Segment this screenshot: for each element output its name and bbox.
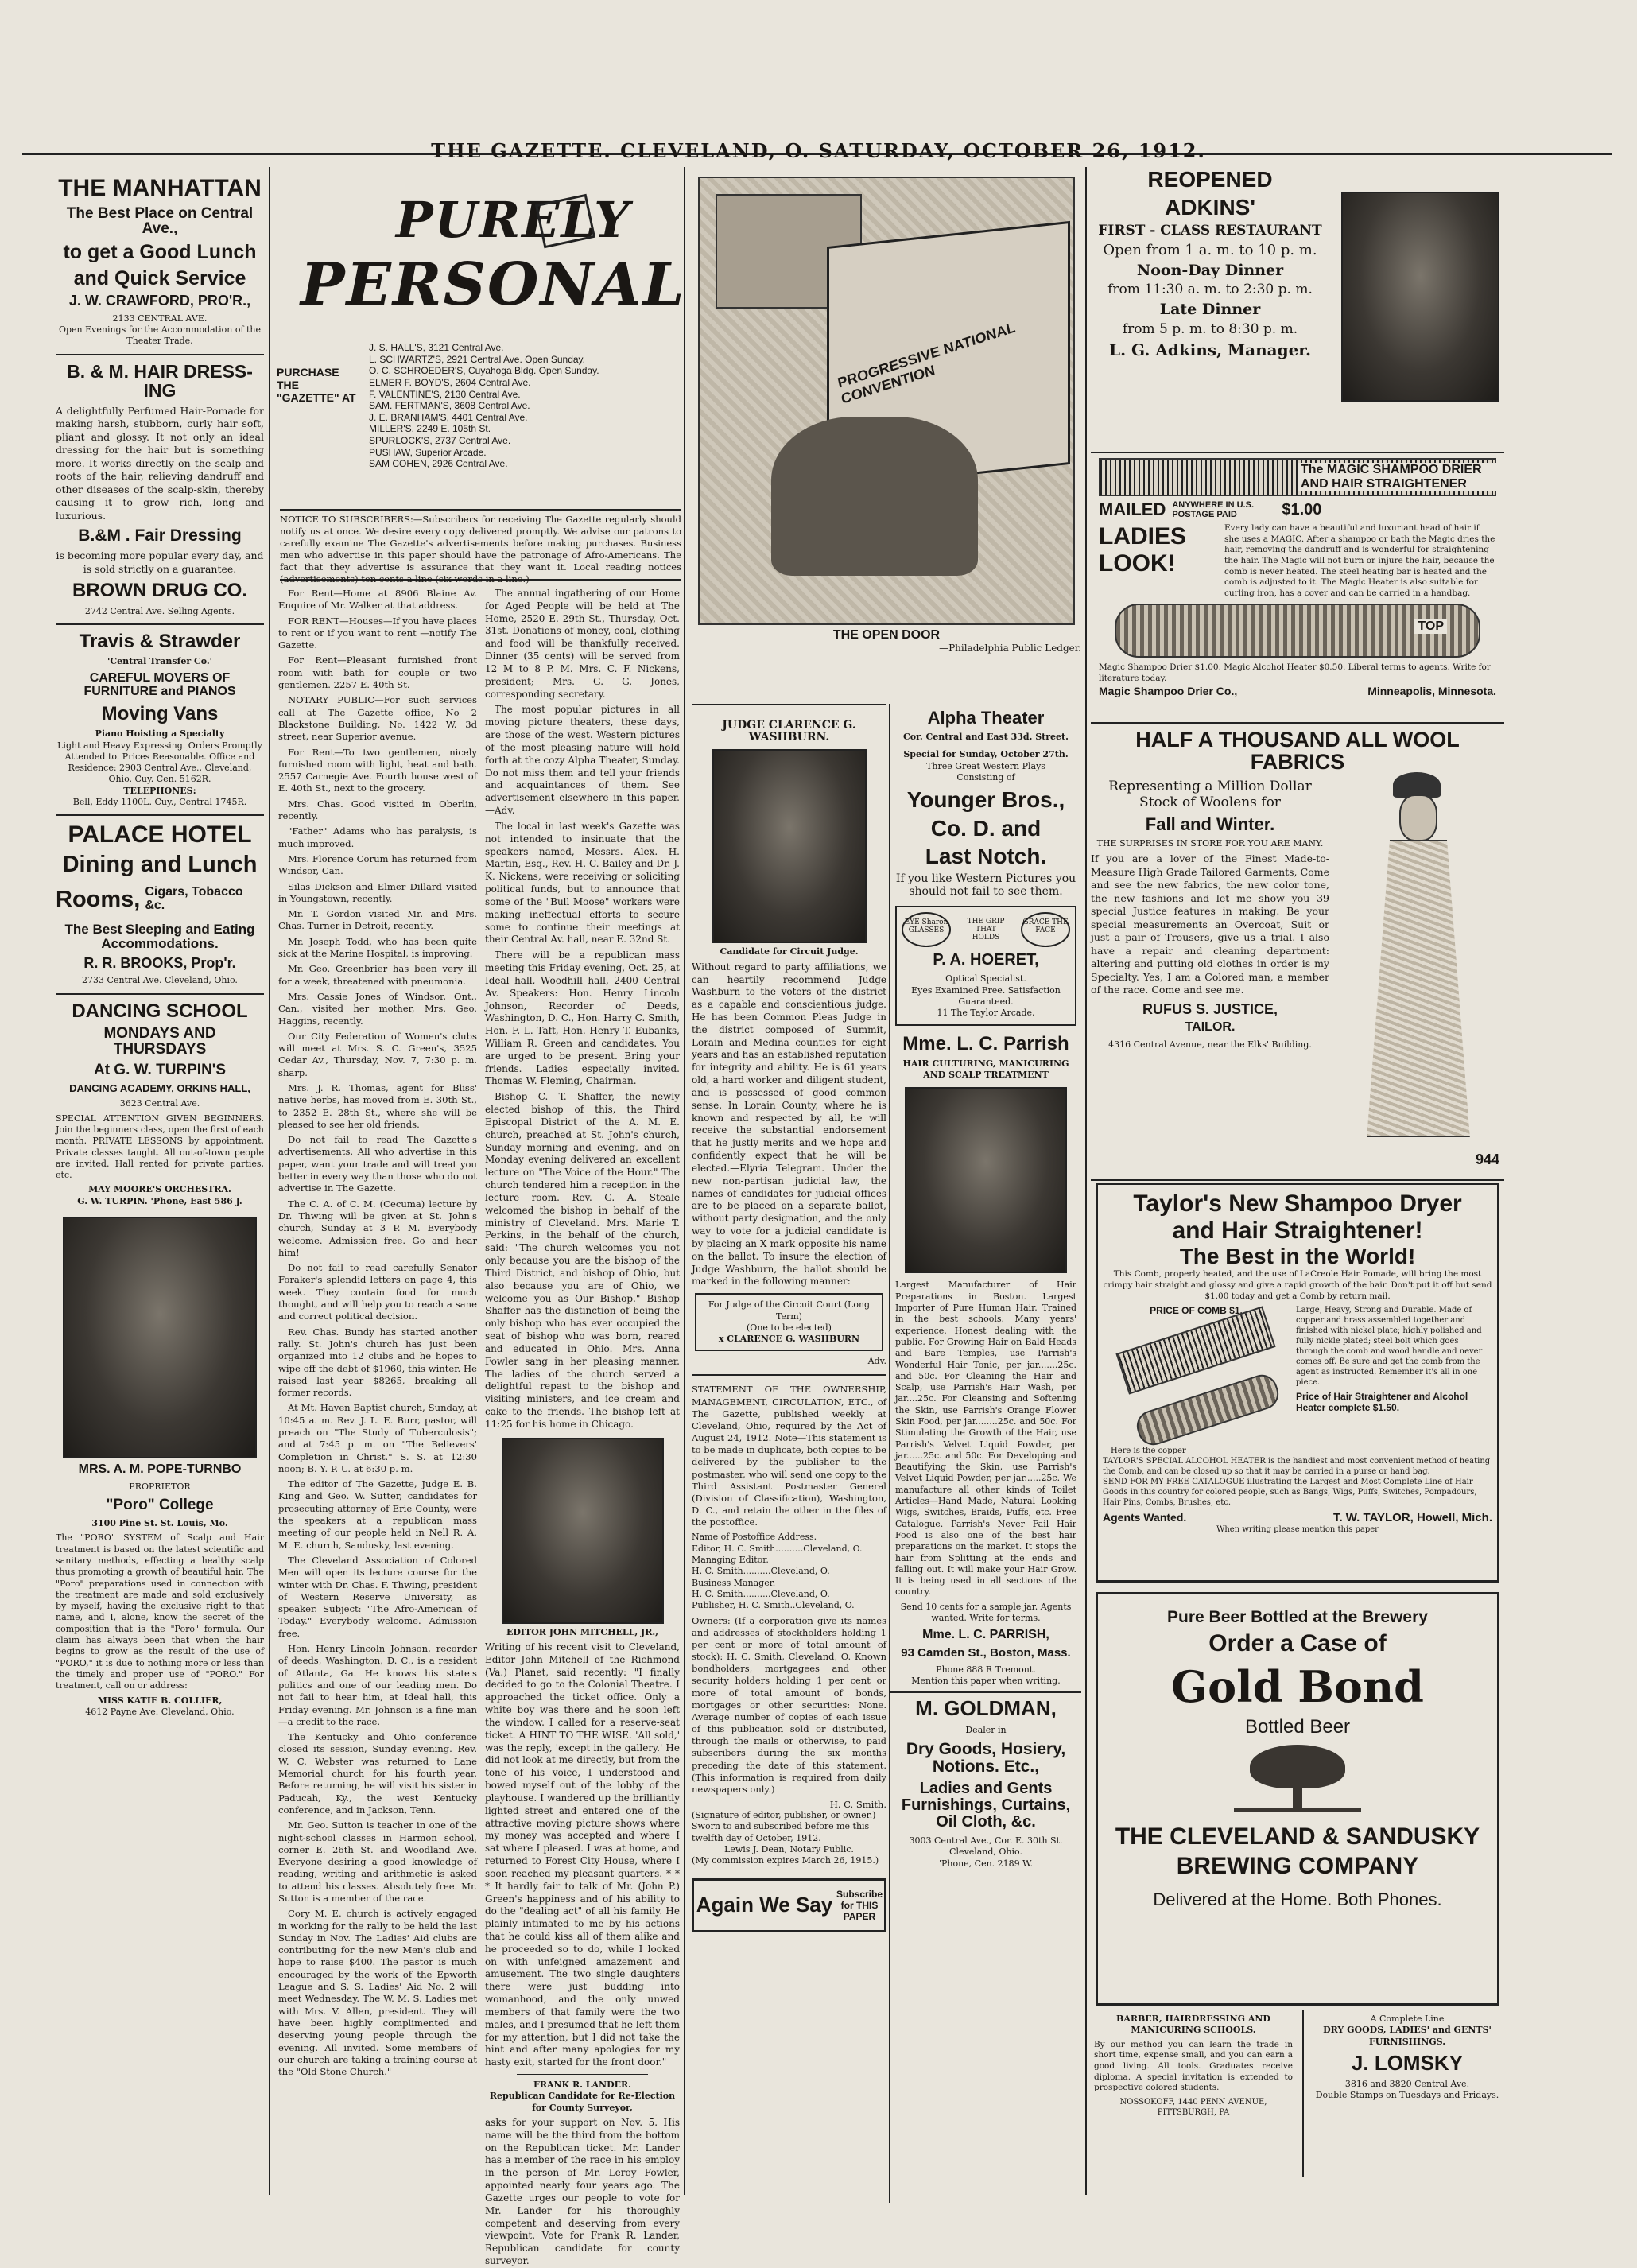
palace-row bbox=[56, 881, 264, 918]
news-item: Rev. Chas. Bundy has started another rally. St. John's church has just been organized into 12 clubs and he hopes to wipe off the debt of $1960, this winter. He raised last year $8265, breaking all former records. bbox=[278, 1326, 477, 1399]
taylor-ad bbox=[1096, 1183, 1499, 1583]
dancing-academy: DANCING ACADEMY, ORKINS HALL, bbox=[69, 1082, 250, 1094]
news-item: NOTARY PUBLIC—For such services call at The Gazette office, No 2 Blackstone Building, No. 1422 W. 3d street, near Superior avenue. bbox=[278, 694, 477, 743]
alpha-play2: Co. D. and bbox=[930, 815, 1042, 841]
news-item: Mrs. Cassie Jones of Windsor, Ont., Can., visited her mother, Mrs. Geo. Haggins, recently. bbox=[278, 990, 477, 1027]
taylor-copper: Here is the copper bbox=[1111, 1447, 1186, 1456]
goldbond-deliv: Delivered at the Home. Both Phones. bbox=[1153, 1889, 1442, 1909]
notice-box bbox=[280, 509, 681, 584]
statement-row: H. C. Smith..........Cleveland, O. bbox=[692, 1566, 830, 1577]
goldman-name: M. GOLDMAN, bbox=[915, 1696, 1057, 1721]
dancing-orch: MAY MOORE'S ORCHESTRA. bbox=[88, 1184, 231, 1195]
banner-logo bbox=[277, 175, 686, 334]
lomsky-line: A Complete Line bbox=[1370, 2014, 1445, 2024]
divider bbox=[56, 993, 264, 995]
hoeret-ad bbox=[895, 906, 1076, 1025]
news-item: Hon. Henry Lincoln Johnson, recorder of deeds, Washington, D. C., is a resident of Atlanta, Ga. He knows his state's politics and one of our leading men. Do not fail to hear him, at Ideal hall, this Friday evening. Mr. Johnson is a fine man—a credit to the race. bbox=[278, 1643, 477, 1727]
lomsky-name: J. LOMSKY bbox=[1351, 2050, 1464, 2075]
magic-drier: Magic Shampoo Drier $1.00. Magic Alcohol Heater $0.50. Liberal terms to agents. Write for literature today. bbox=[1099, 662, 1491, 684]
alpha-play1: Younger Bros., bbox=[906, 787, 1065, 813]
adkins-text bbox=[1091, 168, 1329, 359]
cartoon-banner: PROGRESSIVE NATIONAL CONVENTION bbox=[836, 319, 1017, 407]
magic-co: Magic Shampoo Drier Co., bbox=[1099, 684, 1238, 697]
news-item: For Rent—Pleasant furnished front room with bath for couple or two gentlemen. 2257 E. 40th St. bbox=[278, 654, 477, 691]
taylor-body2: Large, Heavy, Strong and Durable. Made of copper and brass assembled together and finished with nickel plate; highly polished and fully nickle plated; steel bolt which goes through the comb and wood handle and never comes off. Be sure and get the comb from the agent as instructed. Remember it's all in one piece. bbox=[1296, 1306, 1483, 1388]
bm-store: BROWN DRUG CO. bbox=[72, 580, 247, 602]
column-rule bbox=[684, 167, 685, 2195]
hoeret-logo-right: GRACE THE FACE bbox=[1021, 912, 1070, 947]
travis-vans: Moving Vans bbox=[101, 703, 219, 725]
news-item: "Father" Adams who has paralysis, is much improved. bbox=[278, 825, 477, 849]
alpha-three: Three Great Western Plays bbox=[926, 760, 1045, 771]
magic-mailed-row bbox=[1099, 499, 1496, 520]
news-item: The C. A. of C. M. (Cecuma) lecture by Dr. Thwing will be given at St. John's church, Sunday at 3 P. M. Everybody welcome. Admission free. Go and hear him! bbox=[278, 1198, 477, 1258]
statement-sign2: (Signature of editor, publisher, or owner.) bbox=[692, 1810, 876, 1821]
justice-addr: 4316 Central Avenue, near the Elks' Building. bbox=[1108, 1039, 1312, 1051]
goldman-addr: 3003 Central Ave., Cor. E. 30th St. bbox=[909, 1835, 1063, 1847]
title-purely: PURELY bbox=[396, 191, 631, 249]
palace-cigars: Cigars, Tobacco &c. bbox=[145, 885, 243, 913]
dealer-item: SAM. FERTMAN'S, 3608 Central Ave. bbox=[369, 400, 530, 412]
travis-tel: TELEPHONES: bbox=[123, 785, 196, 796]
column-1 bbox=[56, 171, 264, 2203]
dealer-item: SPURLOCK'S, 2737 Central Ave. bbox=[369, 435, 511, 446]
manhattan-prop: J. W. CRAWFORD, PRO'R., bbox=[68, 292, 251, 309]
news-item: The Kentucky and Ohio conference closed its session, Sunday evening. Rev. W. C. Webster was returned to Lane Memorial church for his fourth year. Before returning, he will visit his sister in Paducah, Ky., the west Kentucky conference, and in Jackson, Tenn. bbox=[278, 1731, 477, 1816]
goldman-ad bbox=[890, 1698, 1081, 1870]
divider bbox=[890, 1691, 1081, 1693]
manhattan-line2: and Quick Service bbox=[73, 266, 246, 289]
bm-title: B. & M. HAIR DRESS-ING bbox=[67, 360, 253, 401]
news-item: The Cleveland Association of Colored Men will open its lecture course for the winter with Dr. Chas. F. Thwing, president of Western Reserve University, as speaker. Subject: "The Afro-American of Today." Everybody welcome. Admission free. bbox=[278, 1554, 477, 1639]
divider bbox=[692, 704, 886, 705]
manhattan-note: Open Evenings for the Accommodation of the Theater Trade. bbox=[58, 324, 262, 347]
statement-row: Editor, H. C. Smith..........Cleveland, O. bbox=[692, 1543, 863, 1554]
statement-row: Publisher, H. C. Smith..Cleveland, O. bbox=[692, 1600, 855, 1611]
ballot-line1: For Judge of the Circuit Court (Long Term) bbox=[708, 1299, 871, 1322]
dancing-body: SPECIAL ATTENTION GIVEN BEGINNERS. Join the beginners class, open the first of each month. PRIVATE LESSONS by appointment. Private classes taught. All out-of-town people are invited. Hall rented for private parties, etc. bbox=[56, 1113, 264, 1181]
bm-title2: B.&M . Fair Dressing bbox=[78, 526, 242, 546]
parrish-title: Mme. L. C. Parrish bbox=[902, 1032, 1069, 1054]
cartoon-figures bbox=[771, 417, 978, 576]
column-3a bbox=[692, 704, 886, 2203]
news-item: For Rent—Home at 8906 Blaine Av. Enquire of Mr. Walker at that address. bbox=[278, 588, 477, 612]
dealer-item: ELMER F. BOYD'S, 2604 Central Ave. bbox=[369, 376, 531, 388]
statement-cols: Name of Postoffice Address. bbox=[692, 1532, 817, 1543]
lander-name: FRANK R. LANDER. bbox=[533, 2080, 631, 2091]
title-personal: PERSONAL bbox=[301, 250, 686, 319]
judge-body: Without regard to party affiliations, we can heartily recommend Judge Washburn to the voters of the district as a capable and conscientious judge. He has been Common Pleas Judge in the district composed of Summit, Lorain and Medina counties for eight years and has an established reputation for integrity and ability. He is 61 years old, a hard worker and diligent student, and is possessed of good common sense. In Lorain County, where he is known and respected by all, he will receive the substantial endorsement that he justly merits and we hope and confidently expect that he will be elected.—Elyria Telegram. Under the new non-partisan judicial law, the names of candidates for judicial offices are to be placed on a separate ballot, without party designation, and the only way to vote for a judicial candidate is by placing an X mark opposite his name on the ballot. To insure the election of Judge Washburn, the ballot should be marked in the following manner: bbox=[692, 961, 886, 1287]
alpha-note: If you like Western Pictures you should not fail to see them. bbox=[895, 872, 1076, 899]
taylor-side bbox=[1296, 1305, 1492, 1456]
news-item: Bishop C. T. Shaffer, the newly elected bishop of this, the Third Episcopal District of the A. M. E. church, preached at St. John's church, Sunday morning and evening, and on Monday evening delivered an excellent lecture on "The Voice of the Hour." The church tendered him a reception in the lecture room. Rev. G. A. Steale welcomed the bishop in behalf of the ministry of Cleveland. Mrs. Marie T. Perkins, in the behalf of the church, said: "The church welcomes you not only because you are the bishop of the Third District, and bishop of Ohio, but also because you are of Ohio, we welcome you as Our Bishop." Bishop Shaffer has the distinction of being the only bishop who has ever occupied the seat of bishop who was born, reared and educated in Ohio. Mrs. Anna Fowler sang in her pleasing manner. The ladies of the church served a delightful repast to the bishop and visiting ministers, and ice cream and cake to the friends. The bishop left at 11:25 for his home in Chicago. bbox=[485, 1091, 680, 1430]
alpha-play3: Last Notch. bbox=[925, 844, 1047, 869]
palace-line1: Dining and Lunch bbox=[62, 851, 258, 877]
taylor-price: PRICE OF COMB $1. bbox=[1150, 1305, 1243, 1317]
tailor-figure bbox=[1337, 764, 1496, 1146]
goldbond-brand: Gold Bond bbox=[1171, 1660, 1424, 1712]
barber-ad bbox=[1091, 2010, 1296, 2177]
magic-heater-graphic bbox=[1115, 604, 1480, 658]
manhattan-addr: 2133 CENTRAL AVE. bbox=[112, 313, 208, 324]
manhattan-title: THE MANHATTAN bbox=[58, 175, 262, 201]
gold-bond-ad bbox=[1096, 1592, 1499, 2006]
news-item: The annual ingathering of our Home for Aged People will be held at The Home, 2520 E. 29th St., Thursday, Oct. 31st. Donations of money, coal, clothing and food will be thankfully received. Dinner (35 cents) will be served from 12 M to 8 P. M. Mrs. C. F. Nickens, president; Mrs. G. G. Jones, corresponding secretary. bbox=[485, 588, 680, 700]
taylor-footer bbox=[1103, 1511, 1492, 1524]
news-item: Mrs. Chas. Good visited in Oberlin, recently. bbox=[278, 798, 477, 822]
statement-rows bbox=[692, 1544, 886, 1612]
news-item: Mrs. Florence Corum has returned from Windsor, Can. bbox=[278, 852, 477, 877]
parrish-sub: HAIR CULTURING, MANICURING AND SCALP TREATMENT bbox=[902, 1058, 1069, 1081]
bm-body2: is becoming more popular every day, and is sold strictly on a guarantee. bbox=[56, 550, 264, 575]
adkins-photo bbox=[1341, 192, 1499, 402]
again-we-say-ad bbox=[692, 1878, 886, 1932]
divider bbox=[56, 623, 264, 625]
adkins-dinner-hrs: from 11:30 a. m. to 2:30 p. m. bbox=[1107, 282, 1313, 298]
alpha-consisting: Consisting of bbox=[956, 771, 1015, 783]
magic-co-row bbox=[1099, 685, 1496, 697]
divider bbox=[692, 1374, 886, 1376]
lomsky-addr: 3816 and 3820 Central Ave. bbox=[1344, 2079, 1470, 2090]
travis-hoist: Piano Hoisting a Specialty bbox=[95, 728, 225, 740]
dealer-item: J. E. BRANHAM'S, 4401 Central Ave. bbox=[369, 411, 528, 423]
judge-washburn-photo bbox=[712, 749, 867, 943]
palace-line2: Rooms, bbox=[56, 886, 141, 912]
palace-prop: R. R. BROOKS, Prop'r. bbox=[83, 954, 236, 971]
goldman-ladies: Ladies and Gents Furnishings, Curtains, Oil Cloth, &c. bbox=[901, 1780, 1071, 1831]
news-item: FOR RENT—Houses—If you have places to rent or if you want to rent —notify The Gazette. bbox=[278, 615, 477, 651]
adkins-late-hrs: from 5 p. m. to 8:30 p. m. bbox=[1122, 321, 1298, 338]
lander-title: Republican Candidate for Re-Election for County Surveyor, bbox=[489, 2091, 676, 2113]
statement-comm: (My commission expires March 26, 1915.) bbox=[692, 1855, 879, 1866]
dealer-list bbox=[369, 342, 599, 470]
taylor-comb-graphic bbox=[1103, 1305, 1290, 1456]
lomsky-ad bbox=[1310, 2010, 1504, 2177]
statement-body: STATEMENT OF THE OWNERSHIP, MANAGEMENT, CIRCULATION, ETC., of The Gazette, published weekly at Cleveland, Ohio, required by the Act of August 24, 1912. Note—This statement is to be made in duplicate, both copies to be delivered by the publisher to the postmaster, who will send one copy to the Third Assistant Postmaster General (Division of Classification), Washington, D. C., and retain the other in the files of the postoffice. bbox=[692, 1384, 886, 1528]
column-3b bbox=[889, 704, 1081, 2203]
bottom-ads-row bbox=[1091, 2010, 1504, 2177]
travis-bell: Bell, Eddy 1100L. Cuy., Central 1745R. bbox=[72, 797, 247, 808]
ballot-line2: (One to be elected) bbox=[747, 1322, 832, 1333]
barber-body: By our method you can learn the trade in short time, expense small, and you can earn a good living. All tools. Graduates receive diploma. A special invitation is extended to prospective colored students. bbox=[1094, 2039, 1293, 2093]
magic-top-label: TOP bbox=[1414, 619, 1447, 634]
goldbond-co2: BREWING COMPANY bbox=[1176, 1853, 1419, 1880]
parrish-phone: Phone 888 R Tremont. bbox=[936, 1664, 1036, 1675]
taylor-send: SEND FOR MY FREE CATALOGUE illustrating the Largest and Most Complete Line of Hair Goods in this country for colored people, such as Bangs, Wigs, Puffs, Switches, Pompadours, Hair Pins, Combs, Brushes, etc. bbox=[1103, 1478, 1477, 1508]
palace-ad bbox=[56, 822, 264, 986]
statement-sworn: Sworn to and subscribed before me this twelfth day of October, 1912. bbox=[692, 1821, 870, 1843]
news-item: Mr. Joseph Todd, who has been quite sick at the Marine Hospital, is improving. bbox=[278, 935, 477, 960]
magic-anywhere: ANYWHERE IN U.S. POSTAGE PAID bbox=[1172, 500, 1255, 519]
lomsky-goods: DRY GOODS, LADIES' and GENTS' FURNISHINGS. bbox=[1323, 2025, 1492, 2047]
statement bbox=[692, 1384, 886, 1866]
news-item: Do not fail to read The Gazette's advertisements. All who advertise in this paper, want your trade and will treat you better in every way than those who do not advertise in The Gazette. bbox=[278, 1134, 477, 1194]
tree-trunk bbox=[1293, 1784, 1302, 1808]
dealer-item: O. C. SCHROEDER'S, Cuyahoga Bldg. Open Sunday. bbox=[369, 365, 599, 377]
barber-addr: NOSSOKOFF, 1440 PENN AVENUE, PITTSBURGH, PA bbox=[1119, 2097, 1267, 2117]
dealer-item: SAM COHEN, 2926 Central Ave. bbox=[369, 458, 508, 470]
statement-row: Managing Editor. bbox=[692, 1555, 769, 1566]
news-item: Do not fail to read carefully Senator Foraker's splendid letters on page 4, this week. They contain food for much thought, and will help you to reach a sane and correct political decision. bbox=[278, 1262, 477, 1322]
palace-addr: 2733 Central Ave. Cleveland, Ohio. bbox=[82, 975, 238, 986]
cartoon-credit: —Philadelphia Public Ledger. bbox=[939, 643, 1081, 654]
tree-icon bbox=[1234, 1745, 1361, 1816]
dancing-ad bbox=[56, 1001, 264, 1207]
news-item: Our City Federation of Women's clubs will meet at Mrs. S. C. Green's, 3525 Cedar Av., Thursday, Nov. 7, 7:30 p. m. sharp. bbox=[278, 1030, 477, 1078]
travis-ad bbox=[56, 631, 264, 808]
goldbond-line1: Pure Beer Bottled at the Brewery bbox=[1167, 1608, 1428, 1626]
parrish-photo bbox=[905, 1087, 1067, 1273]
editor-body: Writing of his recent visit to Cleveland, Editor John Mitchell of the Richmond (Va.) Planet, said recently: "I finally decided to go to the Colonial Theatre. I approached the ticket office. Only a white boy was there and he soon left the window. I called for a reserve-seat ticket. A HINT TO THE WISE. 'All sold,' was the reply, 'except in the gallery.' He did not look at me directly, but from the tone of his voice, I understood and bowed myself out of the lobby of the playhouse. I wandered up the brilliantly lighted street and entered one of the attractive moving picture shows where my money was accepted and where I sat where I pleased. I was at home, and returned to Forest City House, where I soon reached my pleasant quarters. * * * It hardly fair to talk of Mr. (John P.) Green's happiness and of his ability to do the "dealing act" of all his family. He plainly intimated to me by his actions that he could kiss all of them alike and he proceeded so to do, while I looked on with unfeigned amazement and amusement. The two single daughters there were just budding into womanhood, and the only unwed members of that family were the two males, and I presumed that he left them for my attention, but I did not take the hint and after many apologies for my hasty exit, started for the front door." bbox=[485, 1641, 680, 2068]
hoeret-logo-left: EYE Sharon GLASSES bbox=[902, 912, 951, 947]
hoeret-line: Eyes Examined Free. Satisfaction Guaranteed. bbox=[911, 984, 1061, 1008]
lomsky-stamps: Double Stamps on Tuesdays and Fridays. bbox=[1315, 2090, 1499, 2101]
tree-crown bbox=[1250, 1745, 1345, 1788]
manhattan-ad bbox=[56, 176, 264, 348]
taylor-heater: TAYLOR'S SPECIAL ALCOHOL HEATER is the handiest and most convenient method of heating the Comb, and can be closed up so that it may be carried in a purse or hand bag. bbox=[1103, 1457, 1491, 1477]
justice-season: Fall and Winter. bbox=[1145, 814, 1275, 834]
poro-ad bbox=[56, 1463, 264, 1718]
bm-hair-ad bbox=[56, 362, 264, 617]
adkins-sub: FIRST - CLASS RESTAURANT bbox=[1098, 222, 1322, 239]
hoeret-logos bbox=[902, 912, 1070, 947]
dancing-at: At G. W. TURPIN'S bbox=[93, 1061, 227, 1078]
hoeret-name: P. A. HOERET, bbox=[933, 951, 1039, 969]
news-item: At Mt. Haven Baptist church, Sunday, at 10:45 a. m. Rev. J. L. E. Burr, pastor, will preach on "The Study of Tuberculosis"; and at 7:45 p. m. on "The Believers' Completion in Christ." S. S. at 12:30 noon; B. Y. P. U. at 6:30 p. m. bbox=[278, 1402, 477, 1474]
divider bbox=[517, 2074, 648, 2075]
news-item: Mr. Geo. Sutton is teacher in one of the night-school classes in Harmon school, corner E. 26th St. and Woodland Ave. Everyone desiring a good knowledge of reading, writing and arithmetic is asked to attend his classes. Absolutely free. Mr. Sutton is a member of the race. bbox=[278, 1819, 477, 1904]
manhattan-sub: The Best Place on Central Ave., bbox=[66, 204, 254, 238]
justice-ad bbox=[1091, 728, 1504, 1178]
overcoat-shape bbox=[1361, 840, 1476, 1137]
dancing-title: DANCING SCHOOL bbox=[72, 1000, 248, 1022]
parrish-ad bbox=[890, 1034, 1081, 1687]
again-label: Again We Say bbox=[696, 1893, 833, 1917]
travis-body: Light and Heavy Expressing. Orders Promptly Attended to. Prices Reasonable. Office and Residence: 2903 Central Ave., Cleveland, Ohio. Cuy. Cen. 5162R. bbox=[57, 740, 262, 785]
travis-title: Travis & Strawder bbox=[79, 630, 241, 652]
divider bbox=[1091, 722, 1504, 724]
justice-name: RUFUS S. JUSTICE, bbox=[1142, 1000, 1278, 1017]
poro-name: MRS. A. M. POPE-TURNBO bbox=[78, 1462, 242, 1477]
again-side: Subscribe for THIS PAPER bbox=[836, 1888, 883, 1922]
statement-sign: H. C. Smith. bbox=[829, 1799, 886, 1811]
news-item: The editor of The Gazette, Judge E. B. King and Geo. W. Sutter, candidates for prosecuting attorney of Erie County, were the speakers at a republican mass meeting of our people held in Nell R. A. M. E. church, Sandusky, last evening. bbox=[278, 1478, 477, 1551]
hoeret-logo-mid: THE GRIP THAT HOLDS bbox=[967, 918, 1005, 942]
parrish-addr: 93 Camden St., Boston, Mass. bbox=[901, 1646, 1071, 1660]
justice-rep: Representing a Million Dollar Stock of Woolens for bbox=[1108, 778, 1312, 810]
poro-body: The "PORO" SYSTEM of Scalp and Hair treatment is based on the latest scientific and sanitary methods, effecting a healthy scalp thus promoting a growth of beautiful hair. The "Poro" preparations used in connection with the treatment are made and sold exclusively by myself, having the exclusive right to that name, and I, alone, know the secret of the composition that is the "Poro" formula. Our claim has always been that when the hair begins to grow as the result of the use of "PORO," it is due to nothing more or less than the timely and proper use of "PORO." For treatment, call on or address: bbox=[56, 1532, 264, 1691]
poro-agent: MISS KATIE B. COLLIER, bbox=[97, 1695, 223, 1706]
barber-title: BARBER, HAIRDRESSING AND MANICURING SCHOOLS. bbox=[1116, 2014, 1270, 2036]
news-item: Mr. Geo. Greenbrier has been very ill for a week, threatened with pneumonia. bbox=[278, 963, 477, 987]
justice-num: 944 bbox=[1475, 1151, 1499, 1167]
column-rule bbox=[269, 167, 270, 2195]
statement-row: H. C. Smith..........Cleveland, O. bbox=[692, 1588, 830, 1599]
dancing-addr: 3623 Central Ave. bbox=[119, 1098, 200, 1109]
parrish-send: Send 10 cents for a sample jar. Agents wanted. Write for terms. bbox=[900, 1601, 1072, 1624]
bm-store-addr: 2742 Central Ave. Selling Agents. bbox=[84, 605, 235, 616]
judge-caption: Candidate for Circuit Judge. bbox=[720, 946, 859, 957]
divider bbox=[1091, 1179, 1504, 1181]
taylor-mention: When writing please mention this paper bbox=[1216, 1525, 1379, 1535]
divider bbox=[56, 354, 264, 355]
poro-college: "Poro" College bbox=[106, 1497, 214, 1514]
tree-ground bbox=[1234, 1808, 1361, 1812]
justice-body: If you are a lover of the Finest Made-to-Measure High Grade Tailored Garments, Come and see the new fabrics, the new color tone, the new fashions and let me show you 39 special Justice features in making. Be your special measurements an Overcoat, Suit or just a pair of Trousers, give us a trial. I also have a repair and cleaning department: altering and putting old clothes in order is my Specialty. Yes, I am a Colored man, a member of the race. Come and see me. bbox=[1091, 852, 1329, 996]
hoeret-role: Optical Specialist. bbox=[945, 973, 1026, 984]
taylor-best: The Best in the World! bbox=[1179, 1244, 1416, 1268]
taylor-title1: Taylor's New Shampoo Dryer bbox=[1133, 1190, 1462, 1217]
goldman-phone: 'Phone, Cen. 2189 W. bbox=[938, 1858, 1034, 1869]
news-item: There will be a republican mass meeting this Friday evening, Oct. 25, at Ideal hall, Woodhill hall, 2400 Central Av. Speakers: Hon. Henry Lincoln Johnson, Recorder of Deeds, Washington, D. C., Hon. Harry C. Smith, Hon. F. L. Taft, Hon. Henry T. Eubanks, William R. Green and candidates. You are urged to be present. Bring your friends. Ladies especially invited. Thomas W. Fleming, Chairman. bbox=[485, 950, 680, 1087]
hoeret-addr: 11 The Taylor Arcade. bbox=[937, 1008, 1035, 1019]
news-item: Mr. T. Gordon visited Mr. and Mrs. Chas. Turner in Detroit, recently. bbox=[278, 908, 477, 932]
column-4 bbox=[1091, 163, 1504, 2203]
magic-ladies: LADIES LOOK! bbox=[1099, 523, 1187, 577]
column-2a bbox=[278, 584, 477, 2203]
goldbond-sub: Bottled Beer bbox=[1244, 1715, 1351, 1738]
news-item: The local in last week's Gazette was not intended to insinuate that the speakers named, Messrs. Alex. H. Martin, Esq., Rev. H. C. Bailey and Dr. J. K. Nickens, were receiving or soliciting political funds, but to announce that some of the "Bull Moose" workers were making ineffectual efforts to secure some to continue their meetings at their Central Av. hall, near E. 32nd St. bbox=[485, 820, 680, 946]
goldman-dealer: Dealer in bbox=[965, 1724, 1007, 1735]
justice-surprise: THE SURPRISES IN STORE FOR YOU ARE MANY. bbox=[1096, 837, 1324, 849]
adkins-title: REOPENED bbox=[1147, 167, 1273, 192]
parrish-body: Largest Manufacturer of Hair Preparations in Boston. Largest Importer of Pure Human Hair. Trained in the best schools. Many years' experience. Honest dealing with the public. For Growing Hair on Bald Heads and Bare Temples, use Parrish's Wonderful Hair Tonic, per jar.......25c. and 50c. For Cleaning the Hair and Scalp, use Parrish's Hair Wash, per jar....25c. For Cleansing and Softening the Skin, use Parrish's Orange Flower Skin Food, per jar........25c. and 50c. For Stimulating the Growth of the Hair, use Parrish's Velvet Liquid Powder, per jar......25c. and 50c. For Developing and Beautifying the Skin, use Parrish's Velvet Liquid Powder, per jar......25c. We manufacture all other kinds of Toilet Articles—Hand Made, Natural Looking Wigs, Switches, Braids, Puffs, etc. Free Catalogue. Parrish's Never Fail Hair Food is also one of the best hair preparations on the market. It stops the hair from Splitting at the ends and falling out. It will make your Hair Grow. It is being used in all sections of the country. bbox=[895, 1280, 1076, 1598]
travis-movers: CAREFUL MOVERS OF FURNITURE and PIANOS bbox=[83, 671, 236, 699]
magic-top: The MAGIC SHAMPOO DRIER AND HAIR STRAIGHTENER bbox=[1298, 463, 1504, 491]
cartoon-caption: THE OPEN DOOR bbox=[832, 628, 941, 642]
alpha-ad bbox=[890, 709, 1081, 898]
dealer-item: L. SCHWARTZ'S, 2921 Central Ave. Open Sunday. bbox=[369, 353, 585, 365]
statement-body2: Owners: (If a corporation give its names and addresses of stockholders holding 1 per cent or more of total amount of stock): H. C. Smith, Cleveland, O. Known bondholders, mortgagees and other security holders holding 1 per cent or more of total amount of bonds, mortgages or other securities: None. Average number of copies of each issue of this publication sold or distributed, through the mails or otherwise, to paid subscribers during the six months preceding the date of this statement. (This information is required from daily newspapers only.) bbox=[692, 1614, 886, 1795]
dealer-item: F. VALENTINE'S, 2130 Central Ave. bbox=[369, 388, 521, 400]
justice-text bbox=[1091, 779, 1329, 1051]
magic-mailed: MAILED bbox=[1099, 499, 1166, 519]
adkins-late: Late Dinner bbox=[1159, 301, 1261, 319]
poro-role: PROPRIETOR bbox=[129, 1481, 191, 1492]
head-shape bbox=[1399, 794, 1437, 841]
adkins-dinner: Noon-Day Dinner bbox=[1136, 261, 1284, 279]
dealer-item: PUSHAW, Superior Arcade. bbox=[369, 446, 487, 458]
column-rule bbox=[1302, 2010, 1304, 2177]
alpha-addr: Cor. Central and East 33d. Street. bbox=[903, 732, 1069, 743]
dancing-days: MONDAYS AND THURSDAYS bbox=[103, 1024, 216, 1058]
adkins-name: ADKINS' bbox=[1165, 195, 1255, 220]
justice-role: TAILOR. bbox=[1185, 1020, 1236, 1035]
magic-body: Every lady can have a beautiful and luxuriant head of hair if she uses a MAGIC. After a shampoo or bath the Magic dries the hair, removing the dandruff and is wonderful for straightening the hair. The Magic will not burn or injure the hair, because the comb is never heated. The steel heating bar is heated and the comb is adjusted to it. The Magic Heater is also suitable for curling iron, has a cover and can be carried in a handbag. bbox=[1224, 523, 1495, 598]
manhattan-line1: to get a Good Lunch bbox=[63, 241, 257, 264]
ballot-box bbox=[695, 1293, 883, 1351]
dealer-item: J. S. HALL'S, 3121 Central Ave. bbox=[369, 342, 504, 353]
pope-turnbo-photo bbox=[63, 1217, 257, 1458]
taylor-straight: Price of Hair Straightener and Alcohol Heater complete $1.50. bbox=[1296, 1391, 1468, 1414]
magic-body-row bbox=[1099, 523, 1496, 599]
purely-personal-banner bbox=[277, 175, 686, 342]
adkins-mgr: L. G. Adkins, Manager. bbox=[1109, 340, 1311, 360]
poro-addr: 3100 Pine St. St. Louis, Mo. bbox=[91, 1518, 228, 1529]
purchase-block bbox=[277, 342, 678, 470]
taylor-graphic-row bbox=[1103, 1305, 1492, 1456]
goldbond-co1: THE CLEVELAND & SANDUSKY bbox=[1115, 1823, 1480, 1850]
news-item: The most popular pictures in all moving picture theaters, these days, are those of the west. Western pictures of the most pleasing nature will hold forth at the cozy Alpha Theater, Sunday. Do not miss them and tell your friends and acquaintances of them. See advertisement elsewhere in this paper.—Adv. bbox=[485, 704, 680, 817]
parrish-name: Mme. L. C. PARRISH, bbox=[922, 1628, 1049, 1642]
alpha-special: Special for Sunday, October 27th. bbox=[903, 749, 1069, 760]
taylor-body: This Comb, properly heated, and the use of LaCreole Hair Pomade, will bring the most crimpy hair straight and glossy and give a rapid growth of the hair. Don't put it off but send $1.00 today and get a Comb by return mail. bbox=[1103, 1269, 1492, 1301]
judge-title: JUDGE CLARENCE G. WASHBURN. bbox=[722, 719, 856, 744]
column-2b bbox=[485, 584, 680, 2267]
magic-drier-ad bbox=[1091, 458, 1504, 720]
goldman-goods: Dry Goods, Hosiery, Notions. Etc., bbox=[906, 1740, 1066, 1777]
purchase-label: PURCHASE THE "GAZETTE" AT bbox=[277, 366, 356, 404]
poro-agent-addr: 4612 Payne Ave. Cleveland, Ohio. bbox=[85, 1706, 235, 1717]
news-item: Cory M. E. church is actively engaged in working for the rally to be held the last Sunday in Nov. The Ladies' Aid clubs are contributing for the new Men's club and hope to raise $400. The pastor is much encouraged by the work of the Epworth League and S. S. Ladies' Aid No. 2 will meet Wednesday. The W. M. S. Ladies met with Mrs. V. Allen, president. They will have been highly complimented and deserving young people through the evening. All invited. Some members of our church are taking a training course at the "Old Stone Church." bbox=[278, 1908, 477, 2078]
statement-row: Business Manager. bbox=[692, 1577, 776, 1588]
dealer-item: MILLER'S, 2249 E. 105th St. bbox=[369, 423, 491, 435]
taylor-title2: and Hair Straightener! bbox=[1172, 1217, 1423, 1244]
purely-personal-section bbox=[277, 175, 686, 509]
masthead: THE GAZETTE. CLEVELAND, O. SATURDAY, OCTOBER 26, 1912. bbox=[431, 139, 1206, 162]
editor-mitchell-photo bbox=[502, 1438, 664, 1624]
column-2b-items bbox=[485, 588, 680, 1431]
divider bbox=[56, 814, 264, 816]
news-item: Silas Dickson and Elmer Dillard visited in Youngstown, recently. bbox=[278, 880, 477, 904]
divider bbox=[1091, 452, 1504, 453]
notice-text: NOTICE TO SUBSCRIBERS:—Subscribers for receiving The Gazette regularly should notify us at once. We desire every copy delivered promptly. We advise our patrons to carefully examine The Gazette's advertisements before making purchases. Business men who advertise in this paper should have the patronage of Afro-Americans. The fact that they advertise is assurance that they want it. Local reading notices (advertisements) ten cents a line (six words in a line.) bbox=[280, 514, 681, 584]
goldbond-line2: Order a Case of bbox=[1208, 1630, 1387, 1657]
justice-title: HALF A THOUSAND ALL WOOL FABRICS bbox=[1135, 728, 1460, 775]
alpha-title: Alpha Theater bbox=[927, 708, 1045, 728]
news-item: For Rent—To two gentlemen, nicely furnished room with light, heat and bath. 2557 Carnegie Ave. Fourth house west of E. 40th St., next to the grocery. bbox=[278, 746, 477, 794]
ballot-line3: x CLARENCE G. WASHBURN bbox=[718, 1334, 860, 1345]
magic-price: $1.00 bbox=[1282, 500, 1322, 518]
adkins-hours: Open from 1 a. m. to 10 p. m. bbox=[1103, 241, 1317, 258]
column-rule bbox=[1085, 167, 1087, 2195]
statement-notary: Lewis J. Dean, Notary Public. bbox=[724, 1844, 854, 1854]
travis-sub: 'Central Transfer Co.' bbox=[107, 656, 213, 667]
taylor-name: T. W. TAYLOR, Howell, Mich. bbox=[1332, 1511, 1492, 1525]
palace-sleep: The Best Sleeping and Eating Accommodations. bbox=[64, 921, 255, 951]
open-door-cartoon bbox=[698, 177, 1075, 625]
cartoon-section bbox=[692, 169, 1081, 693]
palace-title: PALACE HOTEL bbox=[68, 821, 252, 849]
goldman-city: Cleveland, Ohio. bbox=[949, 1847, 1022, 1858]
lander-body: asks for your support on Nov. 5. His name will be the third from the bottom on the Republican ticket. Mr. Lander has a member of the race in his employ in the person of Mr. Leroy Fowler, appointed nearly four years ago. The Gazette urges our people to vote for Mr. Lander for his thoroughly competent and deserving from every viewpoint. Vote for Frank R. Lander, Republican candidate for county surveyor. bbox=[485, 2117, 680, 2267]
dancing-phone: G. W. TURPIN. 'Phone, East 586 J. bbox=[77, 1195, 242, 1206]
bm-body: A delightfully Perfumed Hair-Pomade for making harsh, stubborn, curly hair soft, pliant and glossy. It not only an ideal dressing for the hair but is something more. It works directly on the scalp and roots of the hair, relieving dandruff and other diseases of the scalp-skin, thereby causing it to grow rich, long and luxurious. bbox=[56, 404, 264, 522]
parrish-mention: Mention this paper when writing. bbox=[911, 1676, 1061, 1687]
magic-city: Minneapolis, Minnesota. bbox=[1367, 684, 1496, 697]
judge-adv: Adv. bbox=[867, 1356, 886, 1367]
taylor-agents: Agents Wanted. bbox=[1103, 1511, 1187, 1524]
editor-caption: EDITOR JOHN MITCHELL, JR., bbox=[506, 1626, 659, 1637]
news-item: Mrs. J. R. Thomas, agent for Bliss' native herbs, has moved from E. 30th St., to 2352 E. 28th St., where she will be pleased to see her old friends. bbox=[278, 1082, 477, 1130]
adkins-ad bbox=[1091, 168, 1504, 450]
